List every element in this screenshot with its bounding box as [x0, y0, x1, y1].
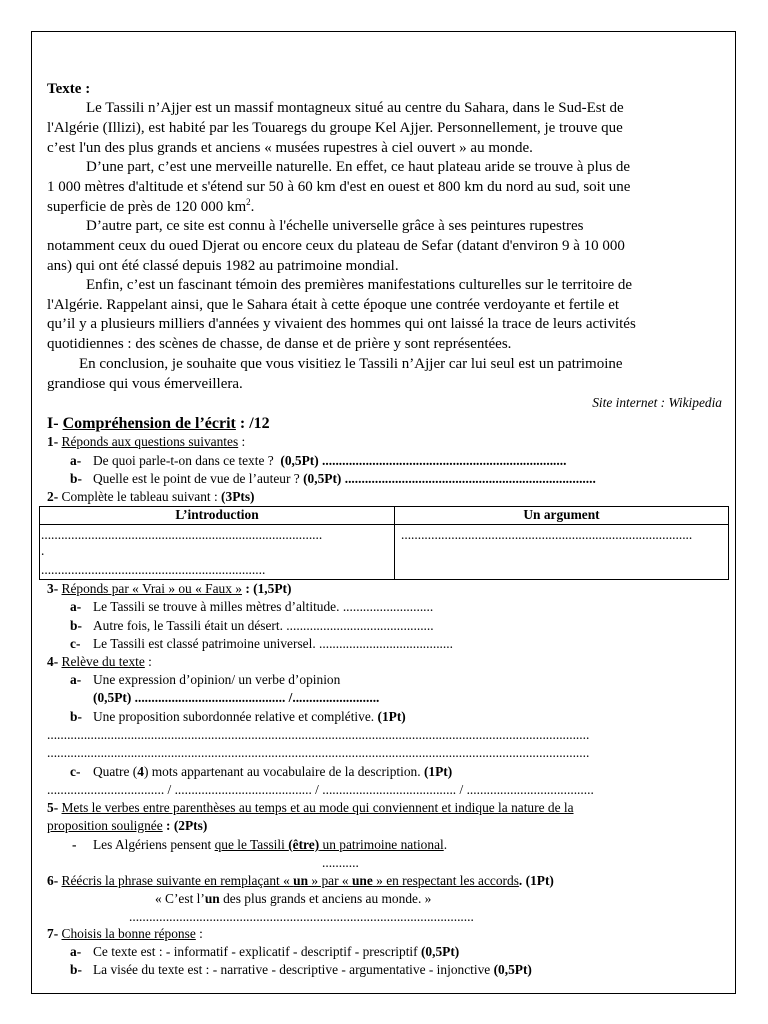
- text-line: superficie de près de 120 000 km: [47, 199, 247, 215]
- q4b-text: Une proposition subordonnée relative et complétive. (1Pt): [93, 709, 406, 724]
- q7a-letter: a-: [70, 944, 82, 959]
- answer-line: ..................................................................................................................................................................: [47, 727, 590, 742]
- table-header-intro: L’introduction: [40, 507, 395, 525]
- text-line: Le Tassili n’Ajjer est un massif montagneux situé au centre du Sahara, dans le Sud-Est de: [86, 100, 624, 116]
- text-line: quotidiennes : des scènes de chasse, de danse et de prière y sont représentées.: [47, 336, 512, 352]
- q1b-text: Quelle est le point de vue de l’auteur ? (0,5Pt) ...........................................................................: [93, 471, 596, 486]
- q3-label: 3- Réponds par « Vrai » ou « Faux » : (1,5Pt): [47, 581, 292, 596]
- q7b-text: La visée du texte est : - narrative - descriptive - argumentative - injonctive (0,5Pt): [93, 962, 532, 977]
- q5-label: 5- Mets le verbes entre parenthèses au temps et au mode qui conviennent et indique la nature de la: [47, 800, 574, 815]
- q5-label-2: proposition soulignée : (2Pts): [47, 818, 208, 833]
- text-line: 1 000 mètres d'altitude et s'étend sur 50 à 60 km d'est en ouest et 800 km du nord au sud, soit une: [47, 179, 631, 195]
- text-line: l'Algérie (Illizi), est habité par les Touaregs du groupe Kel Ajjer. Personnellement, je trouve que: [47, 120, 623, 136]
- q5-dash: -: [72, 837, 77, 852]
- q6-dots: .......................................................................................................: [129, 909, 474, 924]
- q6-label: 6- Réécris la phrase suivante en remplaçant « un » par « une » en respectant les accords. (1Pt): [47, 873, 554, 888]
- text-line: En conclusion, je souhaite que vous visitiez le Tassili n’Ajjer car lui seul est un patrimoine: [79, 356, 623, 372]
- q3b-letter: b-: [70, 618, 82, 633]
- text-title: Texte :: [47, 81, 91, 97]
- text-line: Enfin, c’est un fascinant témoin des premières manifestations culturelles sur le territoire de: [86, 277, 633, 293]
- q2-label: 2- Complète le tableau suivant : (3Pts): [47, 489, 255, 504]
- q4a-answer: (0,5Pt) ............................................. /..........................: [93, 690, 380, 705]
- q4-label: 4- Relève du texte :: [47, 654, 152, 669]
- text-line: ans) qui ont été classé depuis 1982 au patrimoine mondial.: [47, 258, 399, 274]
- q1a-text: De quoi parle-t-on dans ce texte ? (0,5Pt) .........................................................................: [93, 453, 567, 468]
- q3c-letter: c-: [70, 636, 81, 651]
- superscript: 2: [246, 197, 251, 207]
- q7b-letter: b-: [70, 962, 82, 977]
- q4a-text: Une expression d’opinion/ un verbe d’opinion: [93, 672, 341, 687]
- q1b: b-: [70, 471, 82, 486]
- text-line-area: [47, 198, 254, 216]
- q1-label: 1- Réponds aux questions suivantes :: [47, 434, 246, 449]
- q4c-letter: c-: [70, 764, 81, 779]
- text-line: c’est l'un des plus grands et anciens « musées rupestres à ciel ouvert » au monde.: [47, 140, 533, 156]
- source: Site internet : Wikipedia: [592, 395, 722, 410]
- q6-sentence: « C’est l’un des plus grands et anciens au monde. »: [155, 891, 432, 906]
- q3a-letter: a-: [70, 599, 82, 614]
- table-header-argument: Un argument: [395, 507, 729, 525]
- q4b-letter: b-: [70, 709, 82, 724]
- q5-sentence: Les Algériens pensent que le Tassili (être) un patrimoine national.: [93, 837, 448, 852]
- q1a: a-: [70, 453, 82, 468]
- q7-label: 7- Choisis la bonne réponse :: [47, 926, 203, 941]
- text-line: l'Algérie. Rappelant ainsi, que le Sahara était à cette époque une contrée verdoyante et fertile et: [47, 297, 620, 313]
- q7a-text: Ce texte est : - informatif - explicatif - descriptif - prescriptif (0,5Pt): [93, 944, 460, 959]
- q5-dots: ...........: [322, 855, 359, 870]
- table-cell-intro[interactable]: .................................................................................... . ...................................................................: [40, 525, 395, 580]
- q4a-letter: a-: [70, 672, 82, 687]
- text-line: D’autre part, ce site est connu à l'échelle universelle grâce à ses peintures rupestres: [86, 218, 584, 234]
- section-title: I- Compréhension de l’écrit : /12: [47, 415, 270, 432]
- text-line: grandiose qui vous émerveillera.: [47, 376, 243, 392]
- q4c-text: Quatre (4) mots appartenant au vocabulaire de la description. (1Pt): [93, 764, 453, 779]
- text-line: D’une part, c’est une merveille naturelle. En effet, ce haut plateau aride se trouve à plus de: [86, 159, 631, 175]
- q3a-text: Le Tassili se trouve à milles mètres d’altitude. ...........................: [93, 599, 434, 614]
- answer-table: [39, 506, 729, 580]
- q3c-text: Le Tassili est classé patrimoine universel. ........................................: [93, 636, 453, 651]
- answer-line: ..................................................................................................................................................................: [47, 745, 590, 760]
- q3b-text: Autre fois, le Tassili était un désert. ............................................: [93, 618, 434, 633]
- period: .: [250, 199, 255, 215]
- q4c-answers: ................................... / ......................................... / ........................................ / ......................................: [47, 782, 594, 797]
- text-line: qu’il y a plusieurs milliers d'années y vivaient des hommes qui ont laissé la trace de leurs activités: [47, 316, 636, 332]
- table-cell-argument[interactable]: .......................................................................................: [395, 525, 729, 580]
- text-line: notamment ceux du oued Djerat ou encore ceux du plateau de Sefar (datant d'environ 9 à 10 000: [47, 238, 625, 254]
